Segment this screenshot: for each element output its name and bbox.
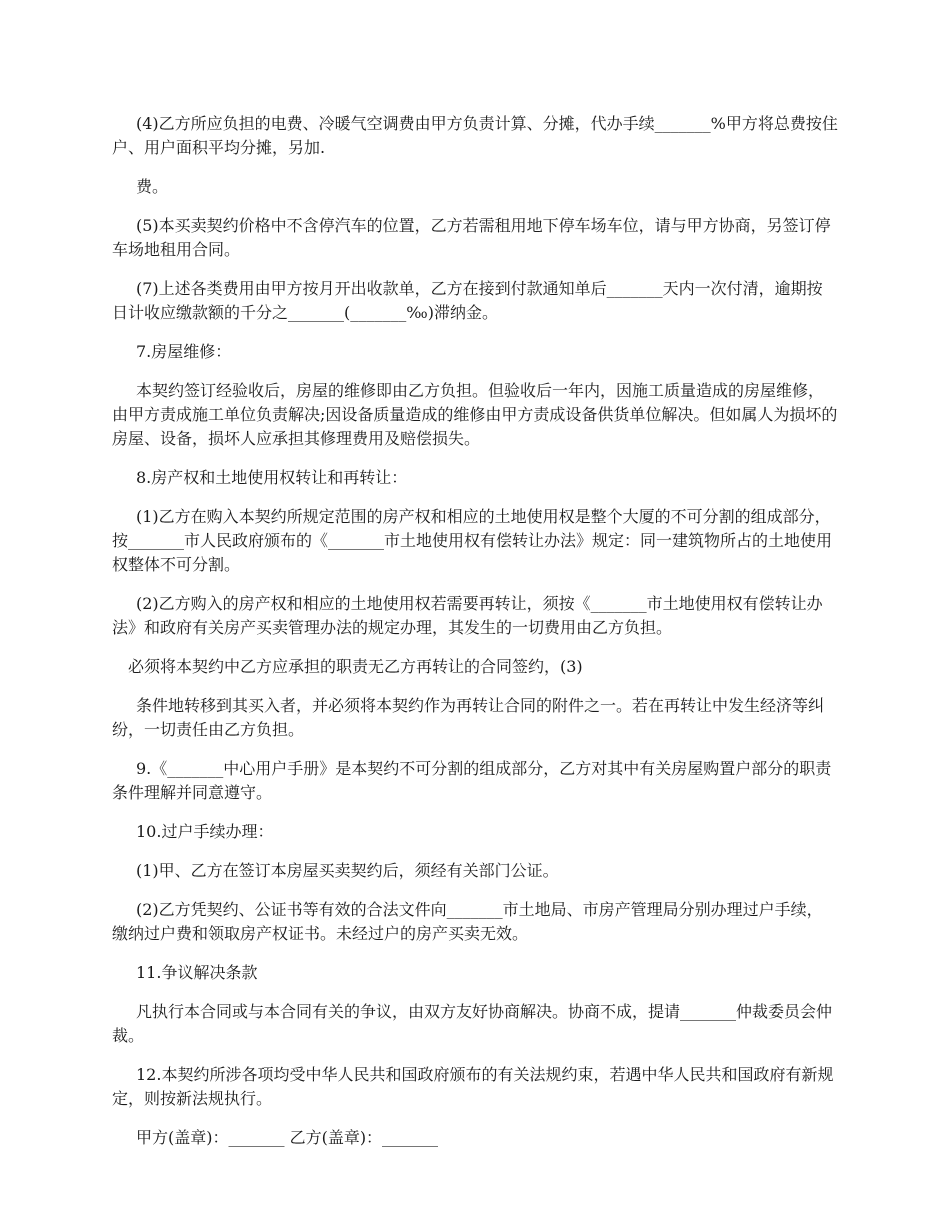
section-8-item-3-lead: 必须将本契约中乙方应承担的职责无乙方再转让的合同签约，(3) xyxy=(128,657,583,676)
clause-5-parking: (5)本买卖契约价格中不含停汽车的位置，乙方若需租用地下停车场车位，请与甲方协商，另签订停车场地租用合同。 xyxy=(112,216,831,259)
clause-4-utility-fees: (4)乙方所应负担的电费、冷暖气空调费由甲方负责计算、分摊，代办手续_______%甲方将总费按住户、用户面积平均分摊，另加. xyxy=(112,114,838,157)
section-10-item-2: (2)乙方凭契约、公证书等有效的合法文件向_______市土地局、市房产管理局分别办理过户手续，缴纳过户费和领取房产权证书。未经过户的房产买卖无效。 xyxy=(112,900,823,943)
section-9-body: 9.《_______中心用户手册》是本契约不可分割的组成部分，乙方对其中有关房屋购置户部分的职责条件理解并同意遵守。 xyxy=(112,759,832,802)
section-8-item-1: (1)乙方在购入本契约所规定范围的房产权和相应的土地使用权是整个大厦的不可分割的组成部分，按_______市人民政府颁布的《_______市土地使用权有偿转让办法》规定：同一建筑物所占的土地使用权整体不可分割。 xyxy=(112,507,833,574)
section-7-heading: 7.房屋维修： xyxy=(136,342,232,361)
signature-line: 甲方(盖章)：_______ 乙方(盖章)：_______ xyxy=(136,1128,439,1147)
section-10-heading: 10.过户手续办理： xyxy=(136,822,274,841)
section-7-body: 本契约签订经验收后，房屋的维修即由乙方负担。但验收后一年内，因施工质量造成的房屋维修，由甲方责成施工单位负责解决;因设备质量造成的维修由甲方责成设备供货单位解决。但如属人为损坏的房屋、设备，损坏人应承担其修理费用及赔偿损失。 xyxy=(112,381,838,448)
section-10-item-1: (1)甲、乙方在签订本房屋买卖契约后，须经有关部门公证。 xyxy=(136,861,559,880)
section-11-body: 凡执行本合同或与本合同有关的争议，由双方友好协商解决。协商不成，提请_______仲裁委员会仲裁。 xyxy=(112,1002,833,1045)
clause-7-payment: (7)上述各类费用由甲方按月开出收款单，乙方在接到付款通知单后_______天内一次付清，逾期按日计收应缴款额的千分之_______(_______‰)滞纳金。 xyxy=(112,279,823,322)
section-11-heading: 11.争议解决条款 xyxy=(136,963,258,982)
section-12-body: 12.本契约所涉各项均受中华人民共和国政府颁布的有关法规约束，若遇中华人民共和国政府有新规定，则按新法规执行。 xyxy=(112,1065,834,1108)
section-8-item-2: (2)乙方购入的房产权和相应的土地使用权若需要再转让，须按《_______市土地使用权有偿转让办法》和政府有关房产买卖管理办法的规定办理，其发生的一切费用由乙方负担。 xyxy=(112,594,823,637)
section-8-item-3-body: 条件地转移到其买入者，并必须将本契约作为再转让合同的附件之一。若在再转让中发生经济等纠纷，一切责任由乙方负担。 xyxy=(112,696,825,739)
clause-4-fees-continuation: 费。 xyxy=(136,177,169,196)
section-8-heading: 8.房产权和土地使用权转让和再转让： xyxy=(136,468,408,487)
